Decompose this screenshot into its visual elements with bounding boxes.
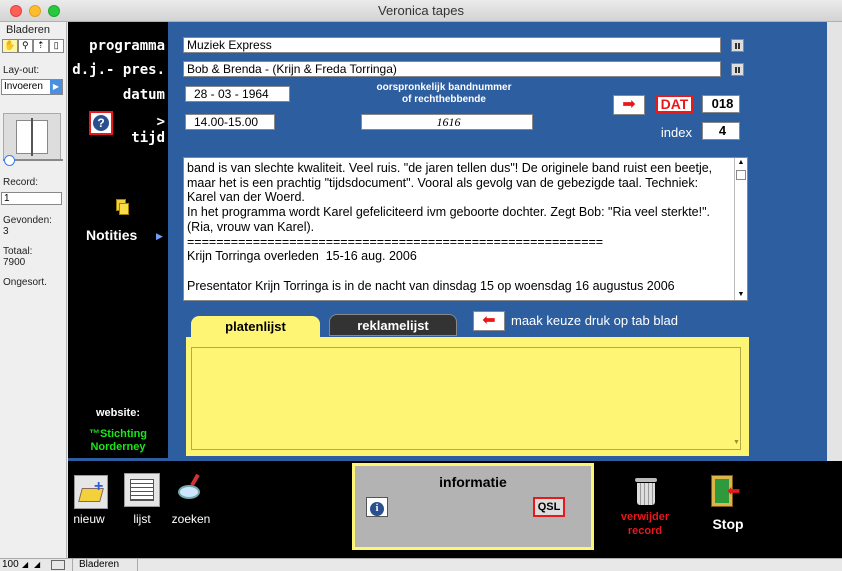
layout-value: Invoeren [4, 81, 43, 92]
chevron-right-icon: ▶ [50, 80, 62, 94]
found-label: Gevonden: [3, 215, 52, 226]
notes-textarea[interactable]: band is van slechte kwaliteit. Veel ruis. "de jaren tellen dus"! De originele band ruist een beetje, maar het is een prachtig "tijdsdocument". Vooral als gevolg van de gebezigde taal. Techniek: Karel van der Woerd. In het programma wordt Karel gefeliciteerd ivm geboorte dochter. Zegt Bob: "Ria veel sterkte!". (Ria, vrouw van Karel). ========================================================= Krijn Torringa overleden 15-16 aug. 2006 Presentator Krijn Torringa is in de nacht van dinsdag 15 op woensdag 16 augustus 2006 [183, 157, 748, 301]
tab-platenlijst[interactable]: platenlijst [191, 316, 320, 338]
website-line2[interactable]: Norderney [90, 441, 146, 453]
datum-field[interactable]: 28 - 03 - 1964 [185, 86, 290, 102]
info-panel [352, 463, 594, 550]
scroll-thumb[interactable] [736, 170, 746, 180]
total-label: Totaal: [3, 246, 33, 257]
status-toggle-icon[interactable] [51, 560, 65, 570]
search-label[interactable]: zoeken [171, 512, 211, 526]
record-label: Record: [3, 177, 39, 188]
unsorted-label: Ongesort. [3, 277, 47, 288]
tab-reklamelijst[interactable]: reklamelijst [329, 314, 457, 336]
search-icon[interactable] [176, 473, 206, 505]
help-button[interactable] [89, 111, 113, 135]
original-tape-label [350, 82, 538, 106]
zoom-window-button[interactable] [48, 5, 60, 17]
tab-panel [186, 337, 749, 456]
programma-field[interactable]: Muziek Express [183, 37, 721, 53]
tijd-field[interactable]: 14.00-15.00 [185, 114, 275, 130]
info-icon: i [370, 502, 384, 516]
website-label: website: [95, 407, 140, 419]
status-sidebar [0, 22, 67, 558]
mode-tools [2, 39, 64, 53]
new-label[interactable]: nieuw [73, 512, 105, 526]
notes-scrollbar[interactable] [734, 158, 747, 300]
platenlijst-area[interactable] [191, 347, 741, 450]
delete-label-line2: record [627, 525, 663, 537]
window-title: Veronica tapes [377, 3, 464, 18]
info-button[interactable] [366, 497, 388, 517]
exit-door-icon[interactable]: ⬅ [709, 474, 747, 510]
dat-arrow-icon[interactable]: ➡ [613, 95, 645, 115]
programma-label: programma [89, 38, 165, 54]
tab-hint-arrow-icon: ⬅ [473, 311, 505, 331]
panel-scroll-icon[interactable]: ▼ [733, 439, 740, 446]
notes-chevron-icon[interactable]: ▶ [156, 231, 163, 241]
record-book-icon[interactable] [3, 113, 61, 161]
delete-label-line1: verwijder [620, 511, 670, 523]
found-value: 3 [3, 226, 9, 237]
notes-icon [114, 199, 130, 217]
status-mode: Bladeren [72, 559, 138, 571]
zoom-level[interactable]: 100 [2, 559, 19, 570]
bandnummer-field[interactable]: 1616 [361, 114, 533, 130]
layout-label: Lay-out: [3, 65, 40, 76]
status-bar [0, 558, 842, 571]
close-window-button[interactable] [10, 5, 22, 17]
mode-label: Bladeren [6, 24, 51, 36]
programma-list-icon[interactable] [731, 39, 744, 52]
original-tape-label-line1: oorspronkelijk bandnummer [376, 82, 512, 93]
index-label: index [660, 125, 692, 140]
datum-label: datum [122, 87, 165, 103]
total-value: 7900 [3, 257, 26, 268]
index-field[interactable]: 4 [702, 122, 740, 140]
tijd-label: > tijd [131, 114, 165, 146]
dj-field[interactable]: Bob & Brenda - (Krijn & Freda Torringa) [183, 61, 721, 77]
dj-label: d.j.- pres. [72, 62, 165, 78]
qsl-button[interactable]: QSL [533, 497, 565, 517]
record-number-input[interactable]: 1 [1, 192, 62, 205]
layout-tool-icon[interactable]: ⇡ [33, 39, 49, 53]
list-label[interactable]: lijst [133, 512, 151, 526]
new-record-icon[interactable]: + [74, 475, 108, 509]
scroll-down-icon[interactable]: ▼ [737, 291, 745, 298]
notities-label: Notities [86, 227, 138, 243]
dat-label: DAT [656, 95, 693, 113]
delete-record-button[interactable] [605, 510, 685, 538]
original-tape-label-line2: of rechthebbende [402, 94, 486, 105]
info-title: informatie [439, 474, 507, 490]
preview-tool-icon[interactable]: ▯ [49, 39, 65, 53]
help-icon: ? [93, 115, 109, 131]
record-slider-thumb[interactable] [4, 155, 15, 166]
list-icon[interactable] [124, 473, 160, 507]
dat-number-field[interactable]: 018 [702, 95, 740, 113]
minimize-window-button[interactable] [29, 5, 41, 17]
zoom-in-icon[interactable]: ◢ [34, 560, 41, 569]
scroll-up-icon[interactable]: ▲ [737, 159, 745, 166]
title-bar [0, 0, 842, 22]
dj-list-icon[interactable] [731, 63, 744, 76]
trash-icon[interactable] [634, 474, 658, 506]
layout-select[interactable] [1, 79, 63, 95]
zoom-out-icon[interactable]: ◢ [22, 560, 29, 569]
tab-hint-text: maak keuze druk op tab blad [511, 313, 678, 328]
find-tool-icon[interactable]: ⚲ [18, 39, 34, 53]
browse-tool-icon[interactable]: ✋ [2, 39, 18, 53]
website-line1[interactable]: ™Stichting [88, 428, 148, 440]
stop-button[interactable]: Stop [712, 516, 744, 532]
